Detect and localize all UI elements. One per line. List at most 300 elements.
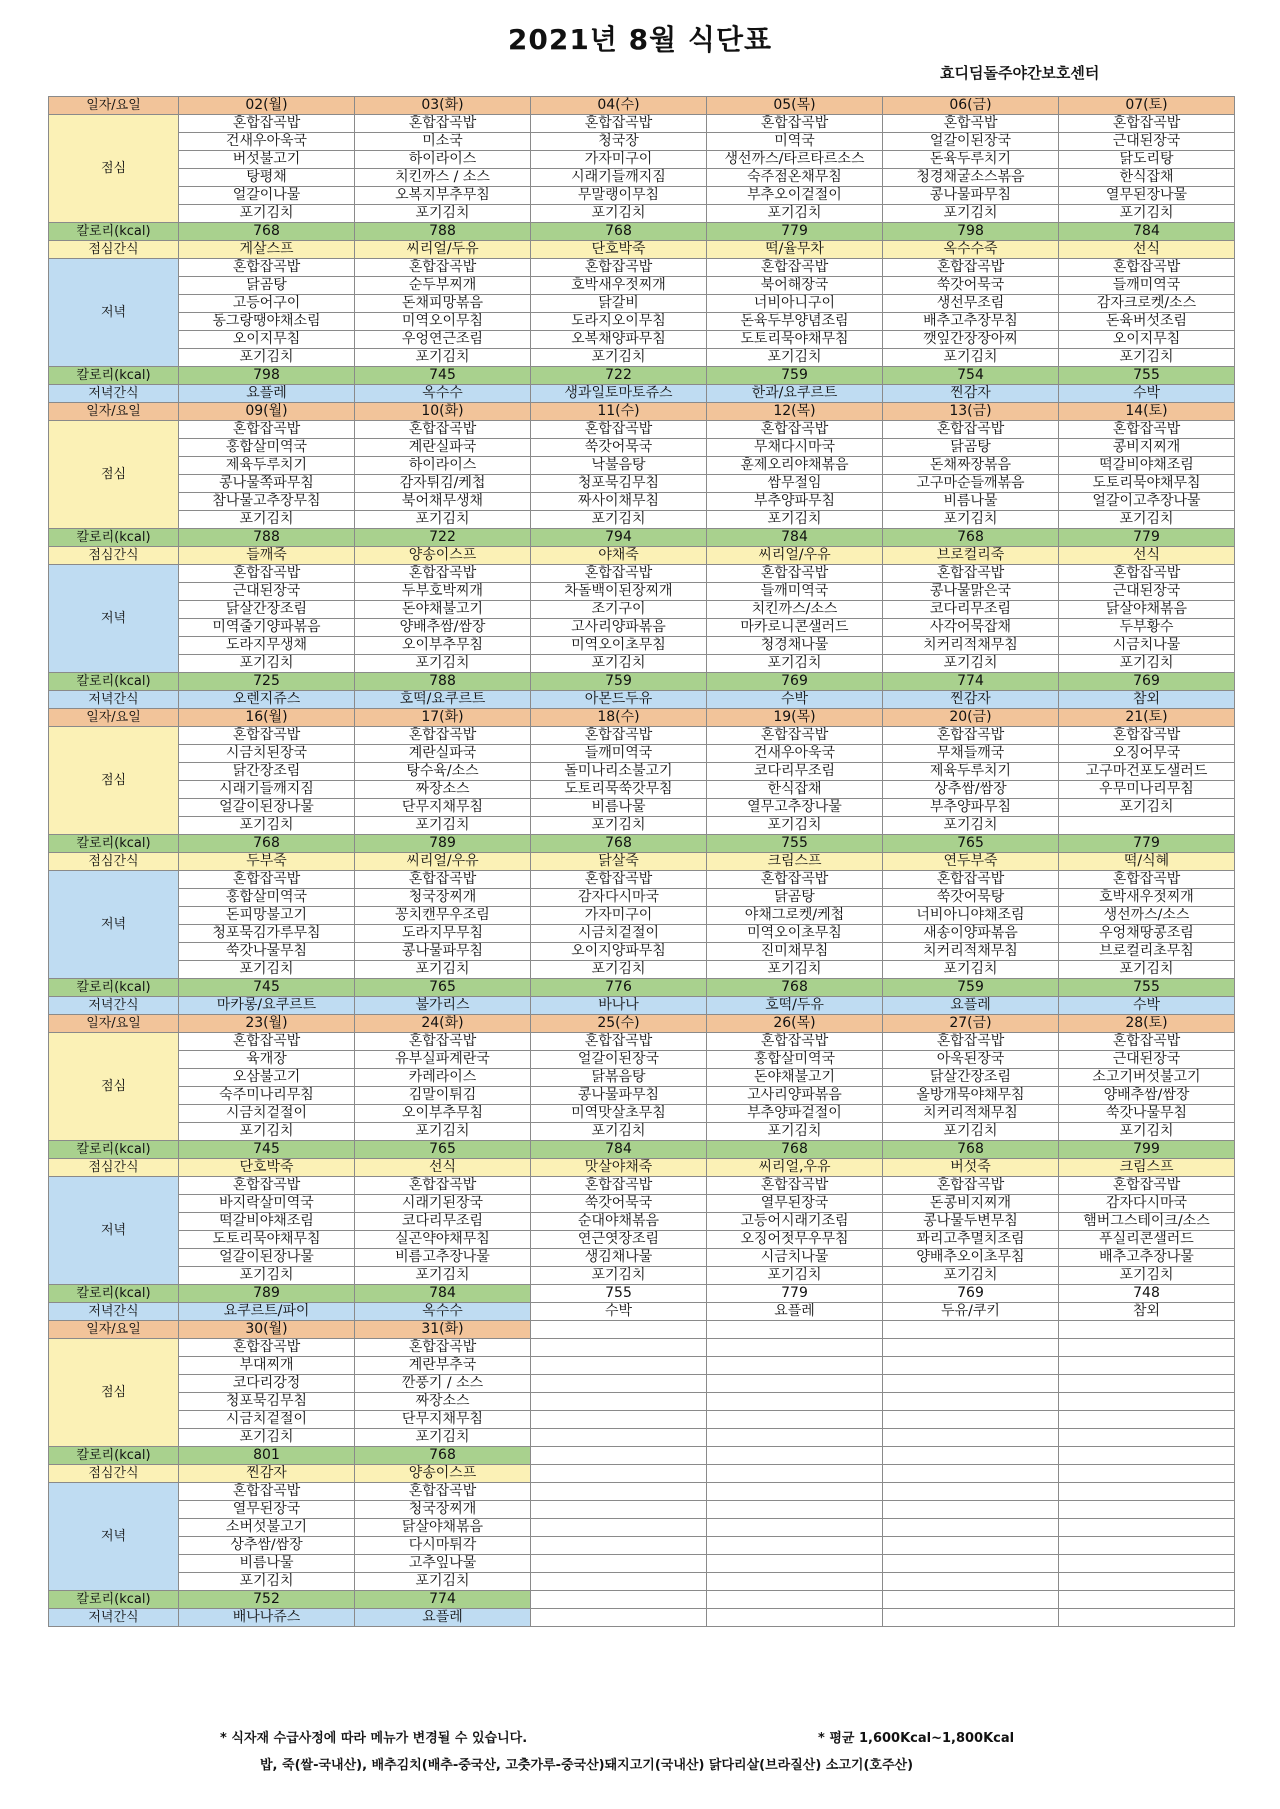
menu-item: 혼합잡곡밥 bbox=[531, 421, 707, 439]
snack-cell bbox=[531, 1609, 707, 1627]
menu-item: 혼합잡곡밥 bbox=[179, 421, 355, 439]
snack-cell: 수박 bbox=[531, 1303, 707, 1321]
menu-item: 도토리묵야채무침 bbox=[179, 1231, 355, 1249]
menu-item: 들깨미역국 bbox=[707, 583, 883, 601]
lunch-row bbox=[49, 421, 1235, 439]
menu-item: 혼합잡곡밥 bbox=[707, 1033, 883, 1051]
calorie-cell: 779 bbox=[707, 1285, 883, 1303]
dinner-row bbox=[49, 1249, 1235, 1267]
menu-item: 새송이양파볶음 bbox=[883, 925, 1059, 943]
menu-item: 쑥갓어묵탕 bbox=[883, 889, 1059, 907]
menu-item: 도토리묵야채무침 bbox=[1059, 475, 1235, 493]
menu-item: 쑥갓어묵국 bbox=[531, 1195, 707, 1213]
menu-item bbox=[531, 1483, 707, 1501]
menu-item: 포기김치 bbox=[179, 349, 355, 367]
menu-item: 혼합잡곡밥 bbox=[1059, 115, 1235, 133]
day-cell: 27(금) bbox=[883, 1015, 1059, 1033]
calorie-cell bbox=[531, 1591, 707, 1609]
lunch-row bbox=[49, 1357, 1235, 1375]
calorie-cell: 759 bbox=[707, 367, 883, 385]
menu-item: 코다리무조림 bbox=[707, 763, 883, 781]
calorie-cell: 748 bbox=[1059, 1285, 1235, 1303]
snack-cell: 크림스프 bbox=[707, 853, 883, 871]
menu-item bbox=[1059, 1483, 1235, 1501]
menu-item: 미소국 bbox=[355, 133, 531, 151]
day-cell: 21(토) bbox=[1059, 709, 1235, 727]
lunch-calorie-row bbox=[49, 835, 1235, 853]
snack-cell: 씨리얼/우유 bbox=[355, 853, 531, 871]
menu-item: 근대된장국 bbox=[1059, 583, 1235, 601]
menu-item bbox=[531, 1429, 707, 1447]
menu-item bbox=[883, 1501, 1059, 1519]
dinner-snack-row bbox=[49, 385, 1235, 403]
menu-item: 계란실파국 bbox=[355, 745, 531, 763]
dinner-row bbox=[49, 655, 1235, 673]
lunch-row bbox=[49, 1051, 1235, 1069]
menu-item bbox=[707, 1429, 883, 1447]
lunch-calorie-row bbox=[49, 1141, 1235, 1159]
menu-item: 두부호박찌개 bbox=[355, 583, 531, 601]
dinner-row bbox=[49, 1573, 1235, 1591]
lunch-snack-row bbox=[49, 853, 1235, 871]
snack-cell: 게살스프 bbox=[179, 241, 355, 259]
menu-item: 포기김치 bbox=[355, 655, 531, 673]
day-cell: 28(토) bbox=[1059, 1015, 1235, 1033]
lunch-row bbox=[49, 1411, 1235, 1429]
menu-item: 포기김치 bbox=[707, 205, 883, 223]
menu-item: 콩나물파무침 bbox=[883, 187, 1059, 205]
dinner-label: 저녁 bbox=[49, 565, 179, 673]
lunch-row bbox=[49, 493, 1235, 511]
snack-cell: 버섯죽 bbox=[883, 1159, 1059, 1177]
snack-cell: 크림스프 bbox=[1059, 1159, 1235, 1177]
page-title: 2021년 8월 식단표 bbox=[507, 23, 773, 56]
menu-item: 단무지채무침 bbox=[355, 1411, 531, 1429]
menu-item: 닭살간장조림 bbox=[179, 601, 355, 619]
lunch-row bbox=[49, 1375, 1235, 1393]
menu-item: 미역줄기양파볶음 bbox=[179, 619, 355, 637]
menu-item: 미역오이초무침 bbox=[707, 925, 883, 943]
menu-item: 포기김치 bbox=[1059, 655, 1235, 673]
menu-item: 한식잡채 bbox=[707, 781, 883, 799]
menu-item: 시래기된장국 bbox=[355, 1195, 531, 1213]
snack-cell: 생과일토마토쥬스 bbox=[531, 385, 707, 403]
lunch-calorie-row bbox=[49, 1447, 1235, 1465]
menu-item: 포기김치 bbox=[707, 349, 883, 367]
menu-item: 혼합잡곡밥 bbox=[355, 259, 531, 277]
menu-item: 돈야채불고기 bbox=[707, 1069, 883, 1087]
menu-item: 포기김치 bbox=[179, 961, 355, 979]
menu-item: 포기김치 bbox=[707, 1267, 883, 1285]
menu-item: 아욱된장국 bbox=[883, 1051, 1059, 1069]
menu-item: 떡갈비야채조림 bbox=[179, 1213, 355, 1231]
menu-item: 혼합잡곡밥 bbox=[883, 871, 1059, 889]
menu-item bbox=[1059, 1411, 1235, 1429]
menu-item: 포기김치 bbox=[883, 655, 1059, 673]
lunch-row bbox=[49, 745, 1235, 763]
origin-note: 밥, 죽(쌀-국내산), 배추김치(배추-중국산, 고춧가루-중국산)돼지고기(국내산) 닭다리살(브라질산) 소고기(호주산) bbox=[260, 1758, 914, 1773]
menu-item: 고등어시래기조림 bbox=[707, 1213, 883, 1231]
menu-item: 상추쌈/쌈장 bbox=[179, 1537, 355, 1555]
menu-item bbox=[883, 1555, 1059, 1573]
menu-item: 청국장찌개 bbox=[355, 889, 531, 907]
menu-item: 혼합잡곡밥 bbox=[179, 871, 355, 889]
snack-cell: 마카롱/요쿠르트 bbox=[179, 997, 355, 1015]
snack-cell: 수박 bbox=[1059, 997, 1235, 1015]
dinner-row bbox=[49, 1213, 1235, 1231]
menu-item bbox=[883, 1357, 1059, 1375]
menu-item: 혼합잡곡밥 bbox=[355, 421, 531, 439]
menu-item: 돈육두루치기 bbox=[883, 151, 1059, 169]
menu-item: 포기김치 bbox=[355, 1573, 531, 1591]
menu-item: 미역오이초무침 bbox=[531, 637, 707, 655]
snack-cell bbox=[707, 1609, 883, 1627]
menu-item: 부추양파무침 bbox=[883, 799, 1059, 817]
dinner-row bbox=[49, 277, 1235, 295]
menu-item bbox=[1059, 1501, 1235, 1519]
calorie-cell: 768 bbox=[707, 1141, 883, 1159]
menu-item: 가자미구이 bbox=[531, 907, 707, 925]
menu-item: 순대야채볶음 bbox=[531, 1213, 707, 1231]
menu-item: 혼합잡곡밥 bbox=[531, 259, 707, 277]
dinner-calorie-row bbox=[49, 673, 1235, 691]
lunch-row bbox=[49, 1105, 1235, 1123]
menu-item: 쑥갓어묵국 bbox=[883, 277, 1059, 295]
menu-item: 들깨미역국 bbox=[1059, 277, 1235, 295]
calorie-label: 칼로리(kcal) bbox=[49, 673, 179, 691]
calorie-cell: 768 bbox=[179, 835, 355, 853]
menu-item: 포기김치 bbox=[355, 817, 531, 835]
menu-item: 양배추쌈/쌈장 bbox=[1059, 1087, 1235, 1105]
snack-cell: 요플레 bbox=[179, 385, 355, 403]
dinner-row bbox=[49, 601, 1235, 619]
snack-cell: 호떡/두유 bbox=[707, 997, 883, 1015]
snack-cell: 씨리얼/우유 bbox=[707, 547, 883, 565]
lunch-row bbox=[49, 151, 1235, 169]
menu-item: 콩비지찌개 bbox=[1059, 439, 1235, 457]
day-cell: 09(월) bbox=[179, 403, 355, 421]
menu-item: 혼합잡곡밥 bbox=[179, 1339, 355, 1357]
menu-item: 생선까스/타르타르소스 bbox=[707, 151, 883, 169]
menu-item: 포기김치 bbox=[179, 655, 355, 673]
dinner-row bbox=[49, 1267, 1235, 1285]
menu-item bbox=[1059, 1519, 1235, 1537]
menu-item bbox=[707, 1339, 883, 1357]
calorie-cell: 725 bbox=[179, 673, 355, 691]
menu-item: 쑥갓어묵국 bbox=[531, 439, 707, 457]
calorie-cell bbox=[707, 1591, 883, 1609]
day-header-row bbox=[49, 709, 1235, 727]
calorie-label: 칼로리(kcal) bbox=[49, 835, 179, 853]
menu-item: 카레라이스 bbox=[355, 1069, 531, 1087]
day-cell: 12(목) bbox=[707, 403, 883, 421]
dinner-snack-row bbox=[49, 1303, 1235, 1321]
menu-item: 탕수육/소스 bbox=[355, 763, 531, 781]
calorie-cell: 784 bbox=[355, 1285, 531, 1303]
menu-item bbox=[1059, 1573, 1235, 1591]
menu-item: 근대된장국 bbox=[179, 583, 355, 601]
day-cell: 06(금) bbox=[883, 97, 1059, 115]
menu-item: 콩나물쪽파무침 bbox=[179, 475, 355, 493]
menu-item: 포기김치 bbox=[707, 817, 883, 835]
menu-item: 포기김치 bbox=[531, 961, 707, 979]
menu-item: 혼합잡곡밥 bbox=[883, 259, 1059, 277]
menu-item bbox=[883, 1375, 1059, 1393]
menu-item: 포기김치 bbox=[1059, 1123, 1235, 1141]
lunch-row bbox=[49, 1393, 1235, 1411]
menu-item: 혼합잡곡밥 bbox=[707, 1177, 883, 1195]
menu-item: 고등어구이 bbox=[179, 295, 355, 313]
calorie-cell: 768 bbox=[179, 223, 355, 241]
day-cell: 31(화) bbox=[355, 1321, 531, 1339]
day-cell bbox=[531, 1321, 707, 1339]
menu-item: 우엉연근조림 bbox=[355, 331, 531, 349]
dinner-row bbox=[49, 1483, 1235, 1501]
menu-item: 포기김치 bbox=[531, 1267, 707, 1285]
menu-item: 떡갈비야채조림 bbox=[1059, 457, 1235, 475]
calorie-cell: 789 bbox=[179, 1285, 355, 1303]
dinner-row bbox=[49, 313, 1235, 331]
menu-item: 감자다시마국 bbox=[1059, 1195, 1235, 1213]
menu-item: 생선무조림 bbox=[883, 295, 1059, 313]
lunch-calorie-row bbox=[49, 529, 1235, 547]
menu-item: 다시마튀각 bbox=[355, 1537, 531, 1555]
dinner-label: 저녁 bbox=[49, 871, 179, 979]
menu-item: 도토리묵쑥갓무침 bbox=[531, 781, 707, 799]
menu-item: 청포묵김무침 bbox=[179, 1393, 355, 1411]
menu-item bbox=[531, 1357, 707, 1375]
calorie-cell: 745 bbox=[355, 367, 531, 385]
menu-item bbox=[1059, 1429, 1235, 1447]
dinner-calorie-row bbox=[49, 1591, 1235, 1609]
calorie-cell: 779 bbox=[707, 223, 883, 241]
menu-item: 혼합잡곡밥 bbox=[883, 727, 1059, 745]
menu-item: 포기김치 bbox=[531, 205, 707, 223]
lunch-snack-row bbox=[49, 241, 1235, 259]
dinner-row bbox=[49, 583, 1235, 601]
menu-item bbox=[883, 1429, 1059, 1447]
menu-item: 감자크로켓/소스 bbox=[1059, 295, 1235, 313]
menu-item: 돌미나리소불고기 bbox=[531, 763, 707, 781]
menu-item: 청경채나물 bbox=[707, 637, 883, 655]
snack-cell: 양송이스프 bbox=[355, 1465, 531, 1483]
dinner-label: 저녁 bbox=[49, 259, 179, 367]
calorie-label: 칼로리(kcal) bbox=[49, 979, 179, 997]
menu-item bbox=[1059, 1375, 1235, 1393]
calorie-cell: 755 bbox=[1059, 367, 1235, 385]
menu-item: 콩나물두변무침 bbox=[883, 1213, 1059, 1231]
snack-cell: 맛살야채죽 bbox=[531, 1159, 707, 1177]
calorie-cell: 801 bbox=[179, 1447, 355, 1465]
dinner-snack-label: 저녁간식 bbox=[49, 385, 179, 403]
calorie-cell: 722 bbox=[531, 367, 707, 385]
menu-item: 혼합잡곡밥 bbox=[531, 871, 707, 889]
menu-item: 비름고추장나물 bbox=[355, 1249, 531, 1267]
snack-cell: 호떡/요쿠르트 bbox=[355, 691, 531, 709]
menu-item bbox=[707, 1483, 883, 1501]
calorie-cell: 752 bbox=[179, 1591, 355, 1609]
menu-item: 치킨까스/소스 bbox=[707, 601, 883, 619]
menu-item: 혼합잡곡밥 bbox=[1059, 259, 1235, 277]
menu-item: 양배추오이초무침 bbox=[883, 1249, 1059, 1267]
menu-item: 포기김치 bbox=[179, 511, 355, 529]
dinner-snack-row bbox=[49, 691, 1235, 709]
menu-item: 하이라이스 bbox=[355, 151, 531, 169]
calorie-cell: 755 bbox=[1059, 979, 1235, 997]
snack-cell: 오렌지쥬스 bbox=[179, 691, 355, 709]
snack-cell: 연두부죽 bbox=[883, 853, 1059, 871]
menu-item: 닭살간장조림 bbox=[883, 1069, 1059, 1087]
menu-item: 우엉채땅콩조림 bbox=[1059, 925, 1235, 943]
day-cell: 26(목) bbox=[707, 1015, 883, 1033]
dinner-row bbox=[49, 331, 1235, 349]
lunch-row bbox=[49, 727, 1235, 745]
day-label: 일자/요일 bbox=[49, 97, 179, 115]
calorie-cell: 776 bbox=[531, 979, 707, 997]
menu-item: 무채다시마국 bbox=[707, 439, 883, 457]
menu-item: 청포묵김무침 bbox=[531, 475, 707, 493]
menu-item: 생선까스/소스 bbox=[1059, 907, 1235, 925]
menu-item: 도라지무생채 bbox=[179, 637, 355, 655]
menu-item: 시금치된장국 bbox=[179, 745, 355, 763]
menu-item: 포기김치 bbox=[883, 817, 1059, 835]
calorie-cell bbox=[883, 1447, 1059, 1465]
menu-item: 조기구이 bbox=[531, 601, 707, 619]
dinner-row bbox=[49, 907, 1235, 925]
menu-item: 건새우아욱국 bbox=[707, 745, 883, 763]
snack-cell: 선식 bbox=[1059, 547, 1235, 565]
menu-item: 포기김치 bbox=[707, 961, 883, 979]
menu-item: 쌈무절임 bbox=[707, 475, 883, 493]
snack-cell: 옥수수죽 bbox=[883, 241, 1059, 259]
menu-item: 혼합잡곡밥 bbox=[531, 1033, 707, 1051]
snack-cell bbox=[883, 1465, 1059, 1483]
menu-item: 시금치겉절이 bbox=[179, 1411, 355, 1429]
menu-item: 포기김치 bbox=[1059, 349, 1235, 367]
calorie-cell bbox=[883, 1591, 1059, 1609]
calorie-cell: 768 bbox=[531, 223, 707, 241]
day-cell: 11(수) bbox=[531, 403, 707, 421]
day-cell: 17(화) bbox=[355, 709, 531, 727]
day-cell: 25(수) bbox=[531, 1015, 707, 1033]
calorie-cell: 788 bbox=[179, 529, 355, 547]
menu-item: 미역국 bbox=[707, 133, 883, 151]
menu-item: 고사리양파볶음 bbox=[707, 1087, 883, 1105]
calorie-cell: 745 bbox=[179, 1141, 355, 1159]
menu-item: 고구마건포도샐러드 bbox=[1059, 763, 1235, 781]
menu-item: 북어해장국 bbox=[707, 277, 883, 295]
menu-item: 포기김치 bbox=[179, 1267, 355, 1285]
day-label: 일자/요일 bbox=[49, 709, 179, 727]
lunch-label: 점심 bbox=[49, 1339, 179, 1447]
lunch-row bbox=[49, 205, 1235, 223]
menu-item: 무말랭이무침 bbox=[531, 187, 707, 205]
menu-item: 혼합잡곡밥 bbox=[179, 115, 355, 133]
snack-cell bbox=[883, 1609, 1059, 1627]
menu-item: 부추오이겉절이 bbox=[707, 187, 883, 205]
menu-item: 혼합잡곡밥 bbox=[355, 1339, 531, 1357]
menu-item: 돈채짜장볶음 bbox=[883, 457, 1059, 475]
menu-item: 계란실파국 bbox=[355, 439, 531, 457]
menu-item: 돈콩비지찌개 bbox=[883, 1195, 1059, 1213]
dinner-snack-label: 저녁간식 bbox=[49, 1609, 179, 1627]
menu-item: 돈육두부양념조림 bbox=[707, 313, 883, 331]
menu-item: 포기김치 bbox=[883, 511, 1059, 529]
menu-item bbox=[707, 1501, 883, 1519]
menu-item bbox=[883, 1519, 1059, 1537]
calorie-cell: 768 bbox=[883, 529, 1059, 547]
menu-item bbox=[707, 1411, 883, 1429]
menu-item: 혼합잡곡밥 bbox=[1059, 727, 1235, 745]
lunch-row bbox=[49, 817, 1235, 835]
menu-item: 오복채양파무침 bbox=[531, 331, 707, 349]
snack-cell: 옥수수 bbox=[355, 1303, 531, 1321]
menu-item: 혼합잡곡밥 bbox=[355, 871, 531, 889]
day-cell: 04(수) bbox=[531, 97, 707, 115]
menu-item: 햄버그스테이크/소스 bbox=[1059, 1213, 1235, 1231]
menu-item bbox=[883, 1483, 1059, 1501]
menu-item: 포기김치 bbox=[355, 1429, 531, 1447]
menu-item bbox=[531, 1411, 707, 1429]
menu-item bbox=[883, 1537, 1059, 1555]
menu-item: 콩나물파무침 bbox=[355, 943, 531, 961]
menu-item: 혼합잡곡밥 bbox=[1059, 565, 1235, 583]
lunch-row bbox=[49, 1087, 1235, 1105]
menu-item: 혼합잡곡밥 bbox=[1059, 1033, 1235, 1051]
menu-item: 혼합잡곡밥 bbox=[531, 1177, 707, 1195]
day-header-row bbox=[49, 1015, 1235, 1033]
menu-item: 고추잎나물 bbox=[355, 1555, 531, 1573]
menu-item: 포기김치 bbox=[1059, 205, 1235, 223]
menu-item: 혼합잡곡밥 bbox=[355, 565, 531, 583]
menu-item: 혼합잡곡밥 bbox=[1059, 871, 1235, 889]
dinner-row bbox=[49, 1177, 1235, 1195]
day-cell: 19(목) bbox=[707, 709, 883, 727]
menu-item: 포기김치 bbox=[179, 1429, 355, 1447]
menu-item: 상추쌈/쌈장 bbox=[883, 781, 1059, 799]
menu-item: 포기김치 bbox=[1059, 1267, 1235, 1285]
menu-item: 혼합잡곡밥 bbox=[707, 565, 883, 583]
menu-item: 사각어묵잡채 bbox=[883, 619, 1059, 637]
snack-cell: 두부죽 bbox=[179, 853, 355, 871]
menu-item: 버섯불고기 bbox=[179, 151, 355, 169]
menu-item: 홍합살미역국 bbox=[707, 1051, 883, 1069]
menu-item: 배추고추장나물 bbox=[1059, 1249, 1235, 1267]
menu-item: 포기김치 bbox=[707, 655, 883, 673]
menu-item: 홍합살미역국 bbox=[179, 889, 355, 907]
meal-plan-table bbox=[48, 96, 1235, 1627]
menu-item: 포기김치 bbox=[883, 1123, 1059, 1141]
lunch-row bbox=[49, 1033, 1235, 1051]
menu-item: 얼갈이나물 bbox=[179, 187, 355, 205]
menu-item: 닭간장조림 bbox=[179, 763, 355, 781]
dinner-row bbox=[49, 889, 1235, 907]
menu-item: 시금치나물 bbox=[1059, 637, 1235, 655]
menu-item: 양배추쌈/쌈장 bbox=[355, 619, 531, 637]
snack-cell: 불가리스 bbox=[355, 997, 531, 1015]
dinner-row bbox=[49, 565, 1235, 583]
lunch-label: 점심 bbox=[49, 727, 179, 835]
menu-item: 코다리무조림 bbox=[355, 1213, 531, 1231]
lunch-label: 점심 bbox=[49, 421, 179, 529]
menu-item bbox=[531, 1393, 707, 1411]
menu-item: 깐풍기 / 소스 bbox=[355, 1375, 531, 1393]
menu-item: 혼합잡곡밥 bbox=[531, 565, 707, 583]
calorie-cell: 789 bbox=[355, 835, 531, 853]
menu-item: 올방개묵야채무침 bbox=[883, 1087, 1059, 1105]
calorie-cell: 794 bbox=[531, 529, 707, 547]
dinner-row bbox=[49, 295, 1235, 313]
